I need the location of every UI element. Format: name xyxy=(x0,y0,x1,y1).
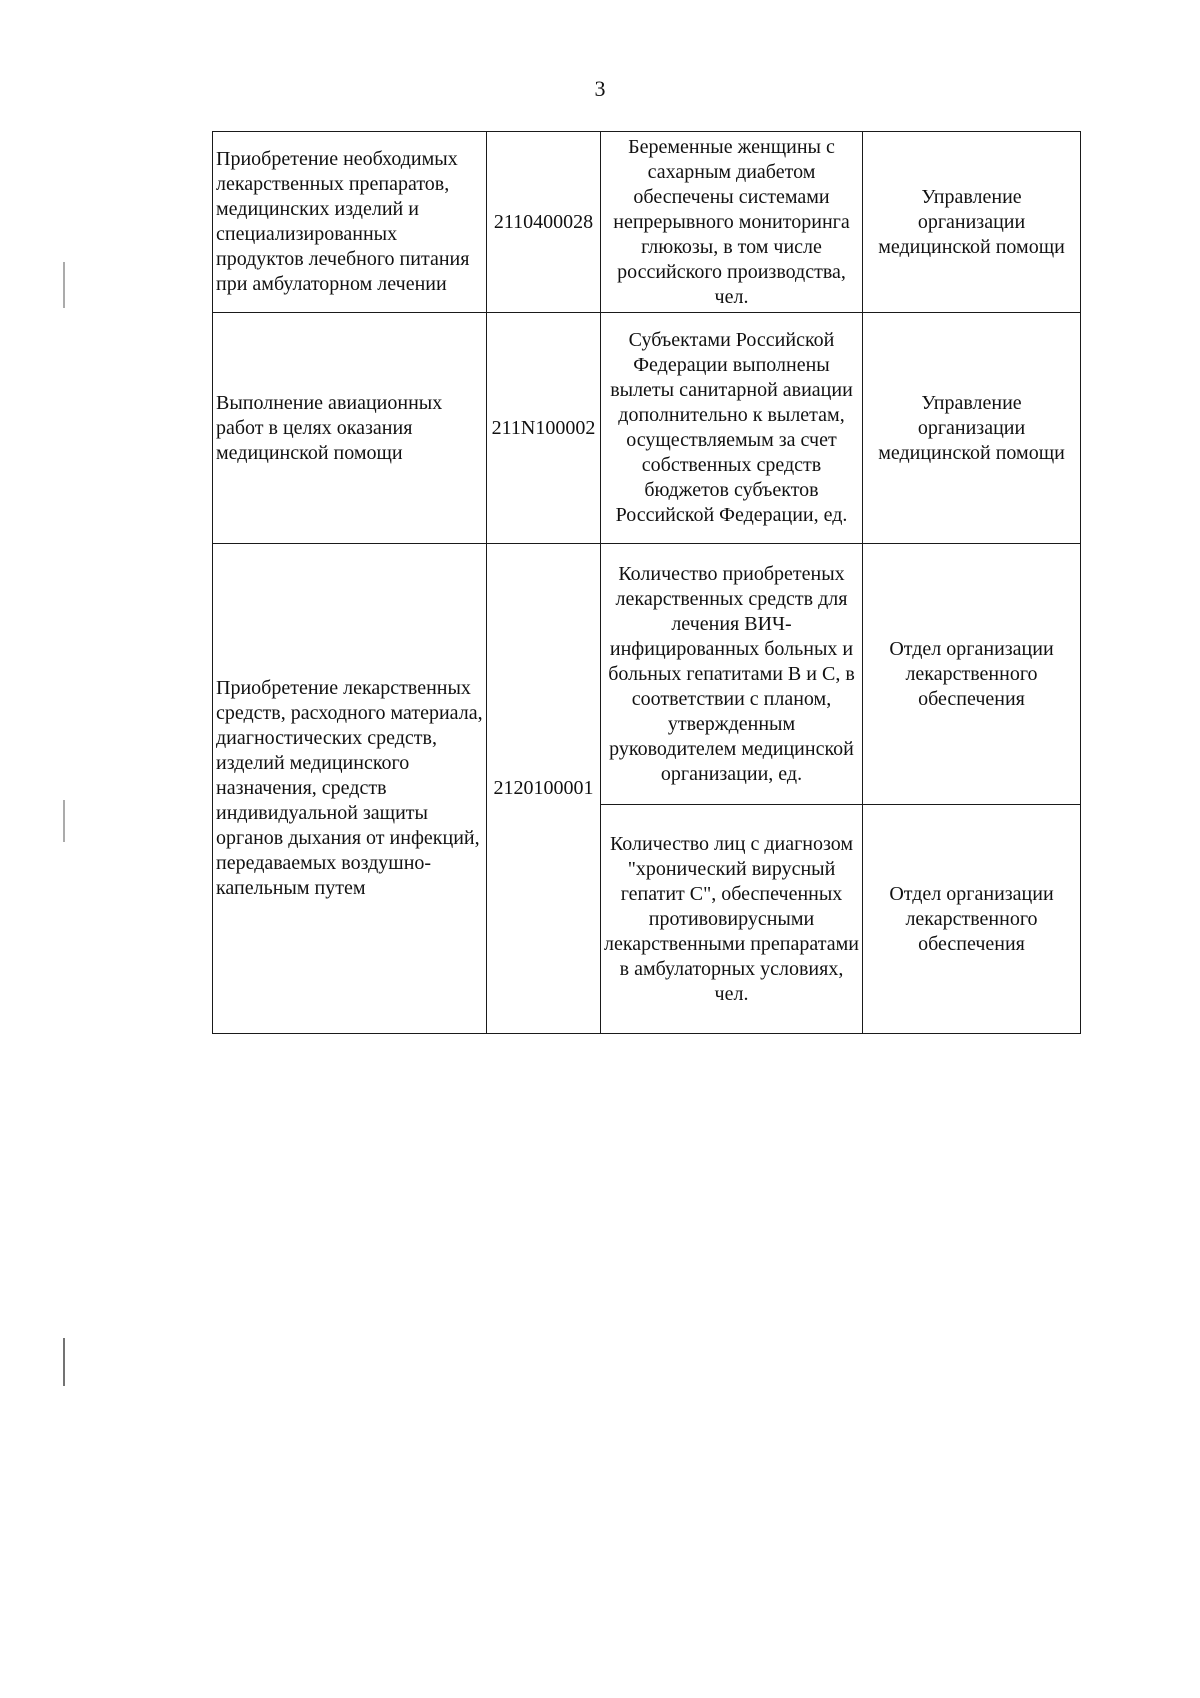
table-row xyxy=(213,132,1081,313)
code-cell: 2120100001 xyxy=(487,544,601,1034)
page-number: 3 xyxy=(594,76,606,101)
scan-artifact-mark xyxy=(63,262,65,308)
responsible-cell: Управление организации медицинской помощи xyxy=(863,313,1081,544)
table-row xyxy=(213,544,1081,805)
responsible-cell: Отдел организации лекарственного обеспечения xyxy=(863,805,1081,1034)
result-cell: Количество лиц с диагнозом "хронический вирусный гепатит С", обеспеченных противовирусными лекарственными препаратами в амбулаторных условиях, чел. xyxy=(601,805,863,1034)
responsible-cell: Отдел организации лекарственного обеспечения xyxy=(863,544,1081,805)
code-cell: 211N100002 xyxy=(487,313,601,544)
result-cell: Беременные женщины с сахарным диабетом обеспечены системами непрерывного мониторинга глюкозы, в том числе российского производства, чел. xyxy=(601,132,863,313)
scan-artifact-mark xyxy=(63,800,65,842)
table-row xyxy=(213,313,1081,544)
result-cell: Количество приобретеных лекарственных средств для лечения ВИЧ-инфицированных больных и больных гепатитами В и С, в соответствии с планом, утвержденным руководителем медицинской организации, ед. xyxy=(601,544,863,805)
result-cell: Субъектами Российской Федерации выполнены вылеты санитарной авиации дополнительно к вылетам, осуществляемым за счет собственных средств бюджетов субъектов Российской Федерации, ед. xyxy=(601,313,863,544)
measures-table xyxy=(212,131,1081,1034)
action-cell: Приобретение лекарственных средств, расходного материала, диагностических средств, изделий медицинского назначения, средств индивидуальной защиты органов дыхания от инфекций, передаваемых воздушно-капельным путем xyxy=(213,544,487,1034)
code-cell: 2110400028 xyxy=(487,132,601,313)
action-cell: Приобретение необходимых лекарственных препаратов, медицинских изделий и специализированных продуктов лечебного питания при амбулаторном лечении xyxy=(213,132,487,313)
responsible-cell: Управление организации медицинской помощи xyxy=(863,132,1081,313)
scan-artifact-mark xyxy=(63,1338,65,1386)
action-cell: Выполнение авиационных работ в целях оказания медицинской помощи xyxy=(213,313,487,544)
